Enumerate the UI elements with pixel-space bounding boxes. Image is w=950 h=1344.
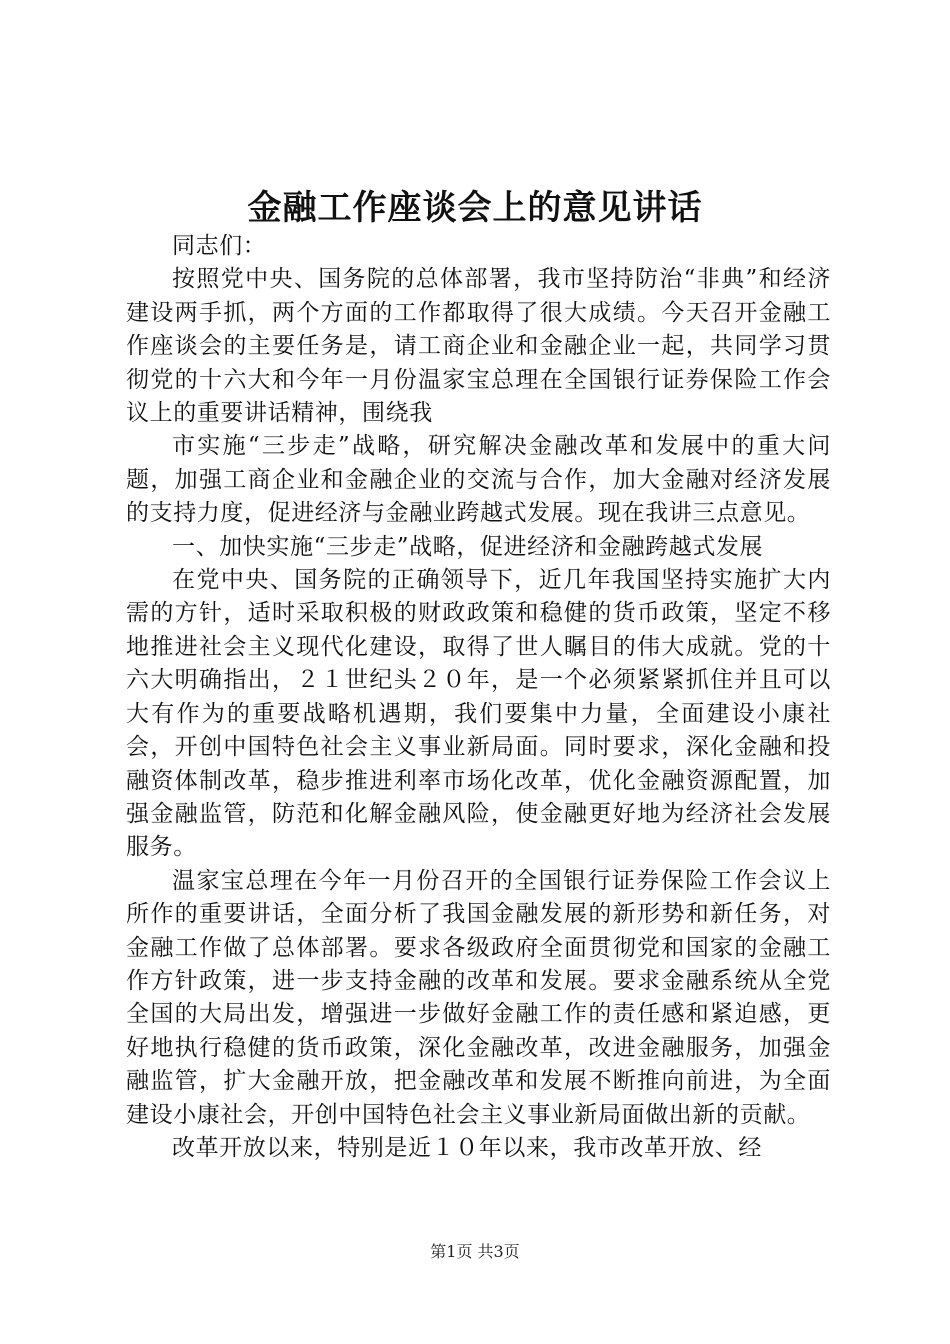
paragraph: 改革开放以来，特别是近１０年以来，我市改革开放、经: [172, 1134, 762, 1161]
section-heading: 一、加快实施“三步走”战略，促进经济和金融跨越式发展: [172, 533, 764, 560]
paragraph: 市实施“三步走”战略，研究解决金融改革和发展中的重大问题，加强工商企业和金融企业的交流与合作，加大金融对经济发展的支持力度，促进经济与金融业跨越式发展。现在我讲三点意见。: [126, 433, 831, 527]
page-number-footer: 第1页 共3页: [430, 1242, 520, 1261]
paragraph-salutation: 同志们：: [172, 233, 267, 259]
paragraph: 温家宝总理在今年一月份召开的全国银行证券保险工作会议上所作的重要讲话，全面分析了我国金融发展的新形势和新任务，对金融工作做了总体部署。要求各级政府全面贯彻党和国家的金融工作方针政策，进一步支持金融的改革和发展。要求金融系统从全党全国的大局出发，增强进一步做好金融工作的责任感和紧迫感，更好地执行稳健的货币政策，深化金融改革，改进金融服务，加强金融监管，扩大金融开放，把金融改革和发展不断推向前进，为全面建设小康社会，开创中国特色社会主义事业新局面做出新的贡献。: [126, 867, 831, 1128]
paragraph: 按照党中央、国务院的总体部署，我市坚持防治“非典”和经济建设两手抓，两个方面的工作都取得了很大成绩。今天召开金融工作座谈会的主要任务是，请工商企业和金融企业一起，共同学习贯彻党的十六大和今年一月份温家宝总理在全国银行证券保险工作会议上的重要讲话精神，围绕我: [126, 266, 831, 427]
document-title: 金融工作座谈会上的意见讲话: [247, 188, 703, 228]
paragraph: 在党中央、国务院的正确领导下，近几年我国坚持实施扩大内需的方针，适时采取积极的财政政策和稳健的货币政策，坚定不移地推进社会主义现代化建设，取得了世人瞩目的伟大成就。党的十六大明确指出，２１世纪头２０年，是一个必须紧紧抓住并且可以大有作为的重要战略机遇期，我们要集中力量，全面建设小康社会，开创中国特色社会主义事业新局面。同时要求，深化金融和投融资体制改革，稳步推进利率市场化改革，优化金融资源配置，加强金融监管，防范和化解金融风险，使金融更好地为经济社会发展服务。: [126, 567, 831, 861]
document-body: [126, 230, 831, 1165]
